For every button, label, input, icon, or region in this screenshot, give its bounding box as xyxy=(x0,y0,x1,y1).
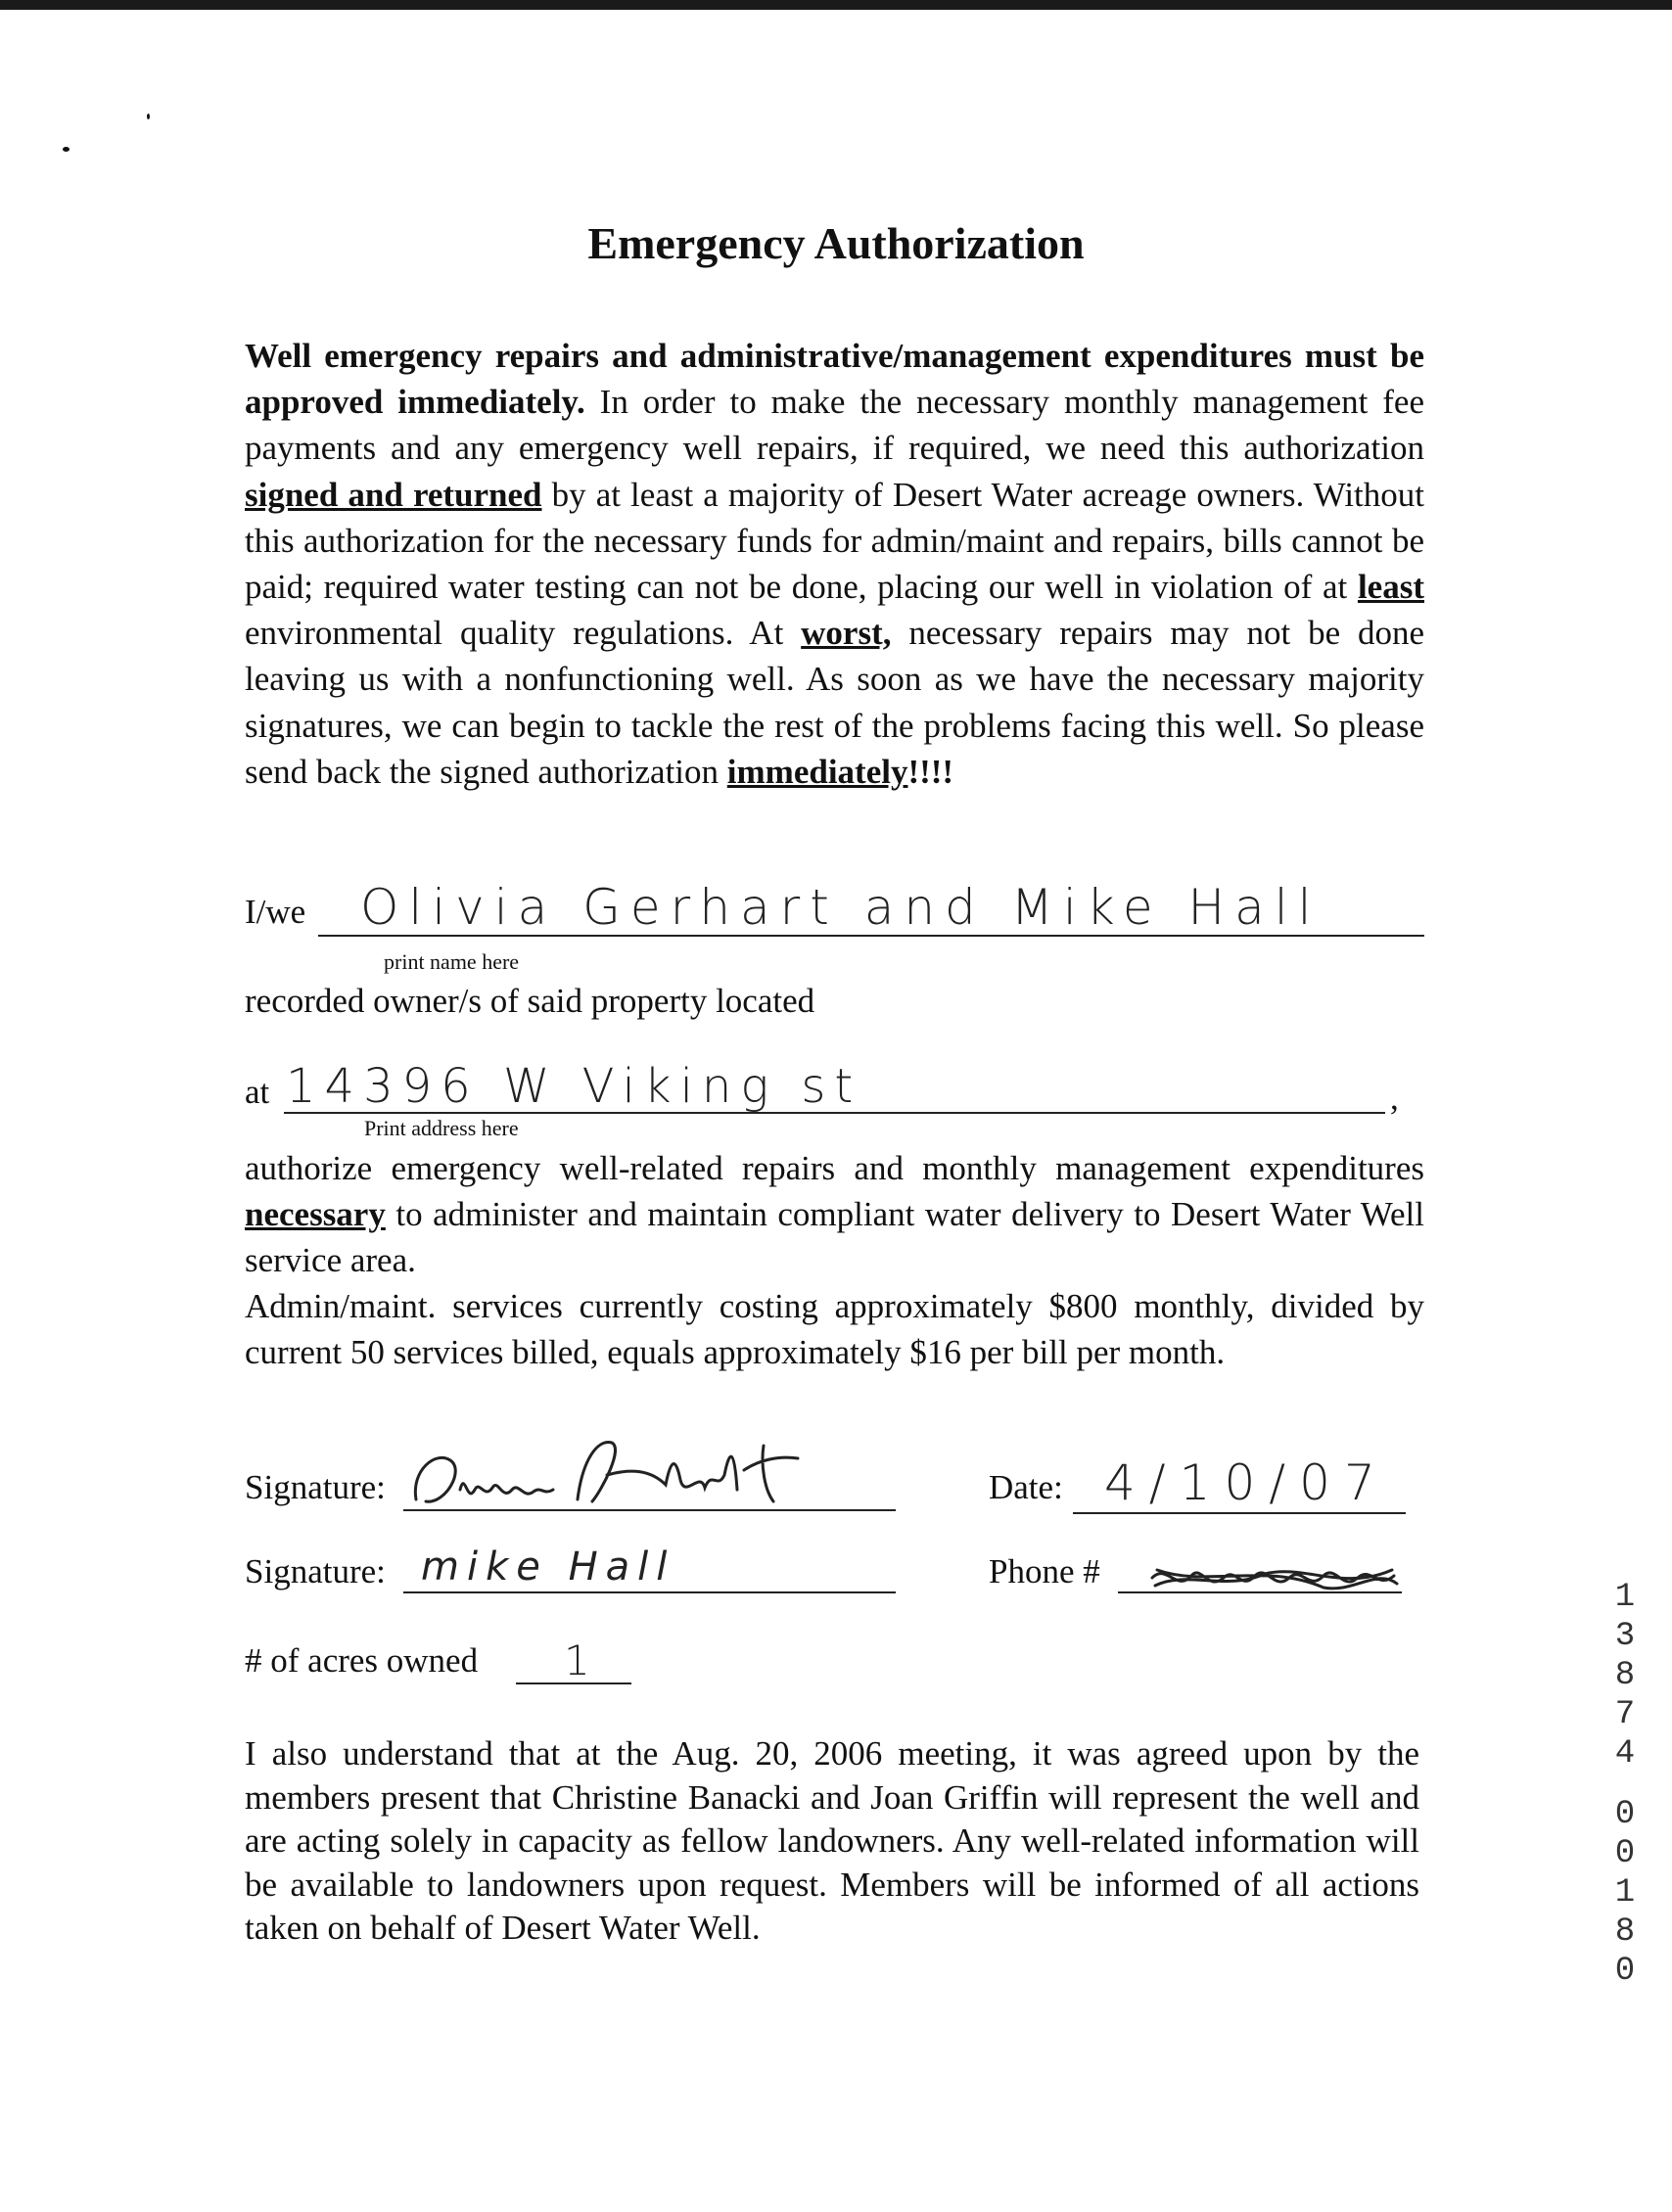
date-underline xyxy=(1073,1512,1406,1514)
costs-paragraph: Admin/maint. services currently costing approximately $800 monthly, divided by current 50 services billed, equals approximately $16 per bill per month. xyxy=(245,1287,1424,1372)
authorize-paragraph xyxy=(245,1145,1424,1284)
address-comma: , xyxy=(1390,1079,1399,1117)
emphasis-worst: worst, xyxy=(801,614,892,653)
intro-text: necessary repairs may not be done leaving us with a nonfunctioning well. As soon as we have the necessary majority signatures, we can begin to tackle the rest of the problems facing this well. So please send back the signed authorization xyxy=(245,614,1424,791)
emphasis-signed-returned: signed and returned xyxy=(245,475,542,514)
owner-label: I/we xyxy=(245,893,306,931)
scan-speck xyxy=(147,114,150,119)
bates-digit: 7 xyxy=(1614,1696,1636,1733)
owner-name-handwritten: Olivia Gerhart and Mike Hall xyxy=(360,879,1322,936)
signature-2-label: Signature: xyxy=(245,1552,386,1590)
address-handwritten: 14396 W Viking st xyxy=(286,1059,862,1114)
bates-digit: 8 xyxy=(1614,1657,1636,1694)
emphasis-least: least xyxy=(1357,568,1424,607)
phone-redaction-scribble xyxy=(1147,1558,1402,1597)
signature-2-handwritten: mike Hall xyxy=(421,1544,675,1590)
bates-digit: 3 xyxy=(1614,1618,1636,1655)
bates-digit: 1 xyxy=(1614,1579,1636,1616)
signature-1-scribble xyxy=(406,1431,837,1519)
intro-exclamations: !!!! xyxy=(907,752,954,791)
page-title: Emergency Authorization xyxy=(587,218,1085,268)
recorded-owner-text: recorded owner/s of said property located xyxy=(245,982,815,1020)
signature-1-label: Signature: xyxy=(245,1468,386,1506)
owner-name-caption: print name here xyxy=(384,949,520,974)
closing-paragraph: I also understand that at the Aug. 20, 2006 meeting, it was agreed upon by the members present that Christine Banacki and Joan Griffin will represent the well and are acting solely in capacity as fellow landowners. Any well-related information will be available to landowners upon request. Members will be informed of all actions taken on behalf of Desert Water Well. xyxy=(245,1734,1419,1947)
address-label: at xyxy=(245,1073,270,1111)
bates-digit: 4 xyxy=(1614,1735,1636,1773)
bates-stamp xyxy=(1605,1578,1645,1991)
authorize-text: to administer and maintain compliant water delivery to Desert Water Well service area. xyxy=(245,1195,1424,1280)
scan-speck xyxy=(63,147,70,152)
bates-digit: 8 xyxy=(1614,1913,1636,1951)
acres-label: # of acres owned xyxy=(245,1641,479,1680)
acres-handwritten: 1 xyxy=(564,1636,593,1684)
signature-2-underline xyxy=(403,1591,896,1593)
intro-text: environmental quality regulations. At xyxy=(245,614,802,653)
bates-digit: 0 xyxy=(1614,1835,1636,1872)
address-caption: Print address here xyxy=(364,1116,519,1140)
bates-digit: 1 xyxy=(1614,1874,1636,1912)
intro-paragraph xyxy=(245,333,1424,795)
intro-text: In order to make the necessary monthly management fee payments and any emergency well repairs, if required, we need this authorization xyxy=(245,383,1424,468)
intro-text: by at least a majority of Desert Water acreage owners. Without this authorization for the necessary funds for admin/maint and repairs, bills cannot be paid; required water testing can not be done, placing our well in violation of at xyxy=(245,475,1424,607)
authorize-text: authorize emergency well-related repairs and monthly management expenditures xyxy=(245,1149,1424,1187)
emphasis-necessary: necessary xyxy=(245,1195,386,1234)
phone-label: Phone # xyxy=(989,1552,1100,1590)
emphasis-immediately: immediately xyxy=(726,752,908,791)
bates-digit: 0 xyxy=(1614,1953,1636,1990)
intro-bold-lead: Well emergency repairs and administrative/management expenditures must be approved immediately. xyxy=(245,337,1424,422)
bates-digit: 0 xyxy=(1614,1796,1636,1833)
scan-top-edge xyxy=(0,0,1672,10)
date-label: Date: xyxy=(989,1468,1063,1506)
date-handwritten: 4/10/07 xyxy=(1104,1454,1389,1511)
